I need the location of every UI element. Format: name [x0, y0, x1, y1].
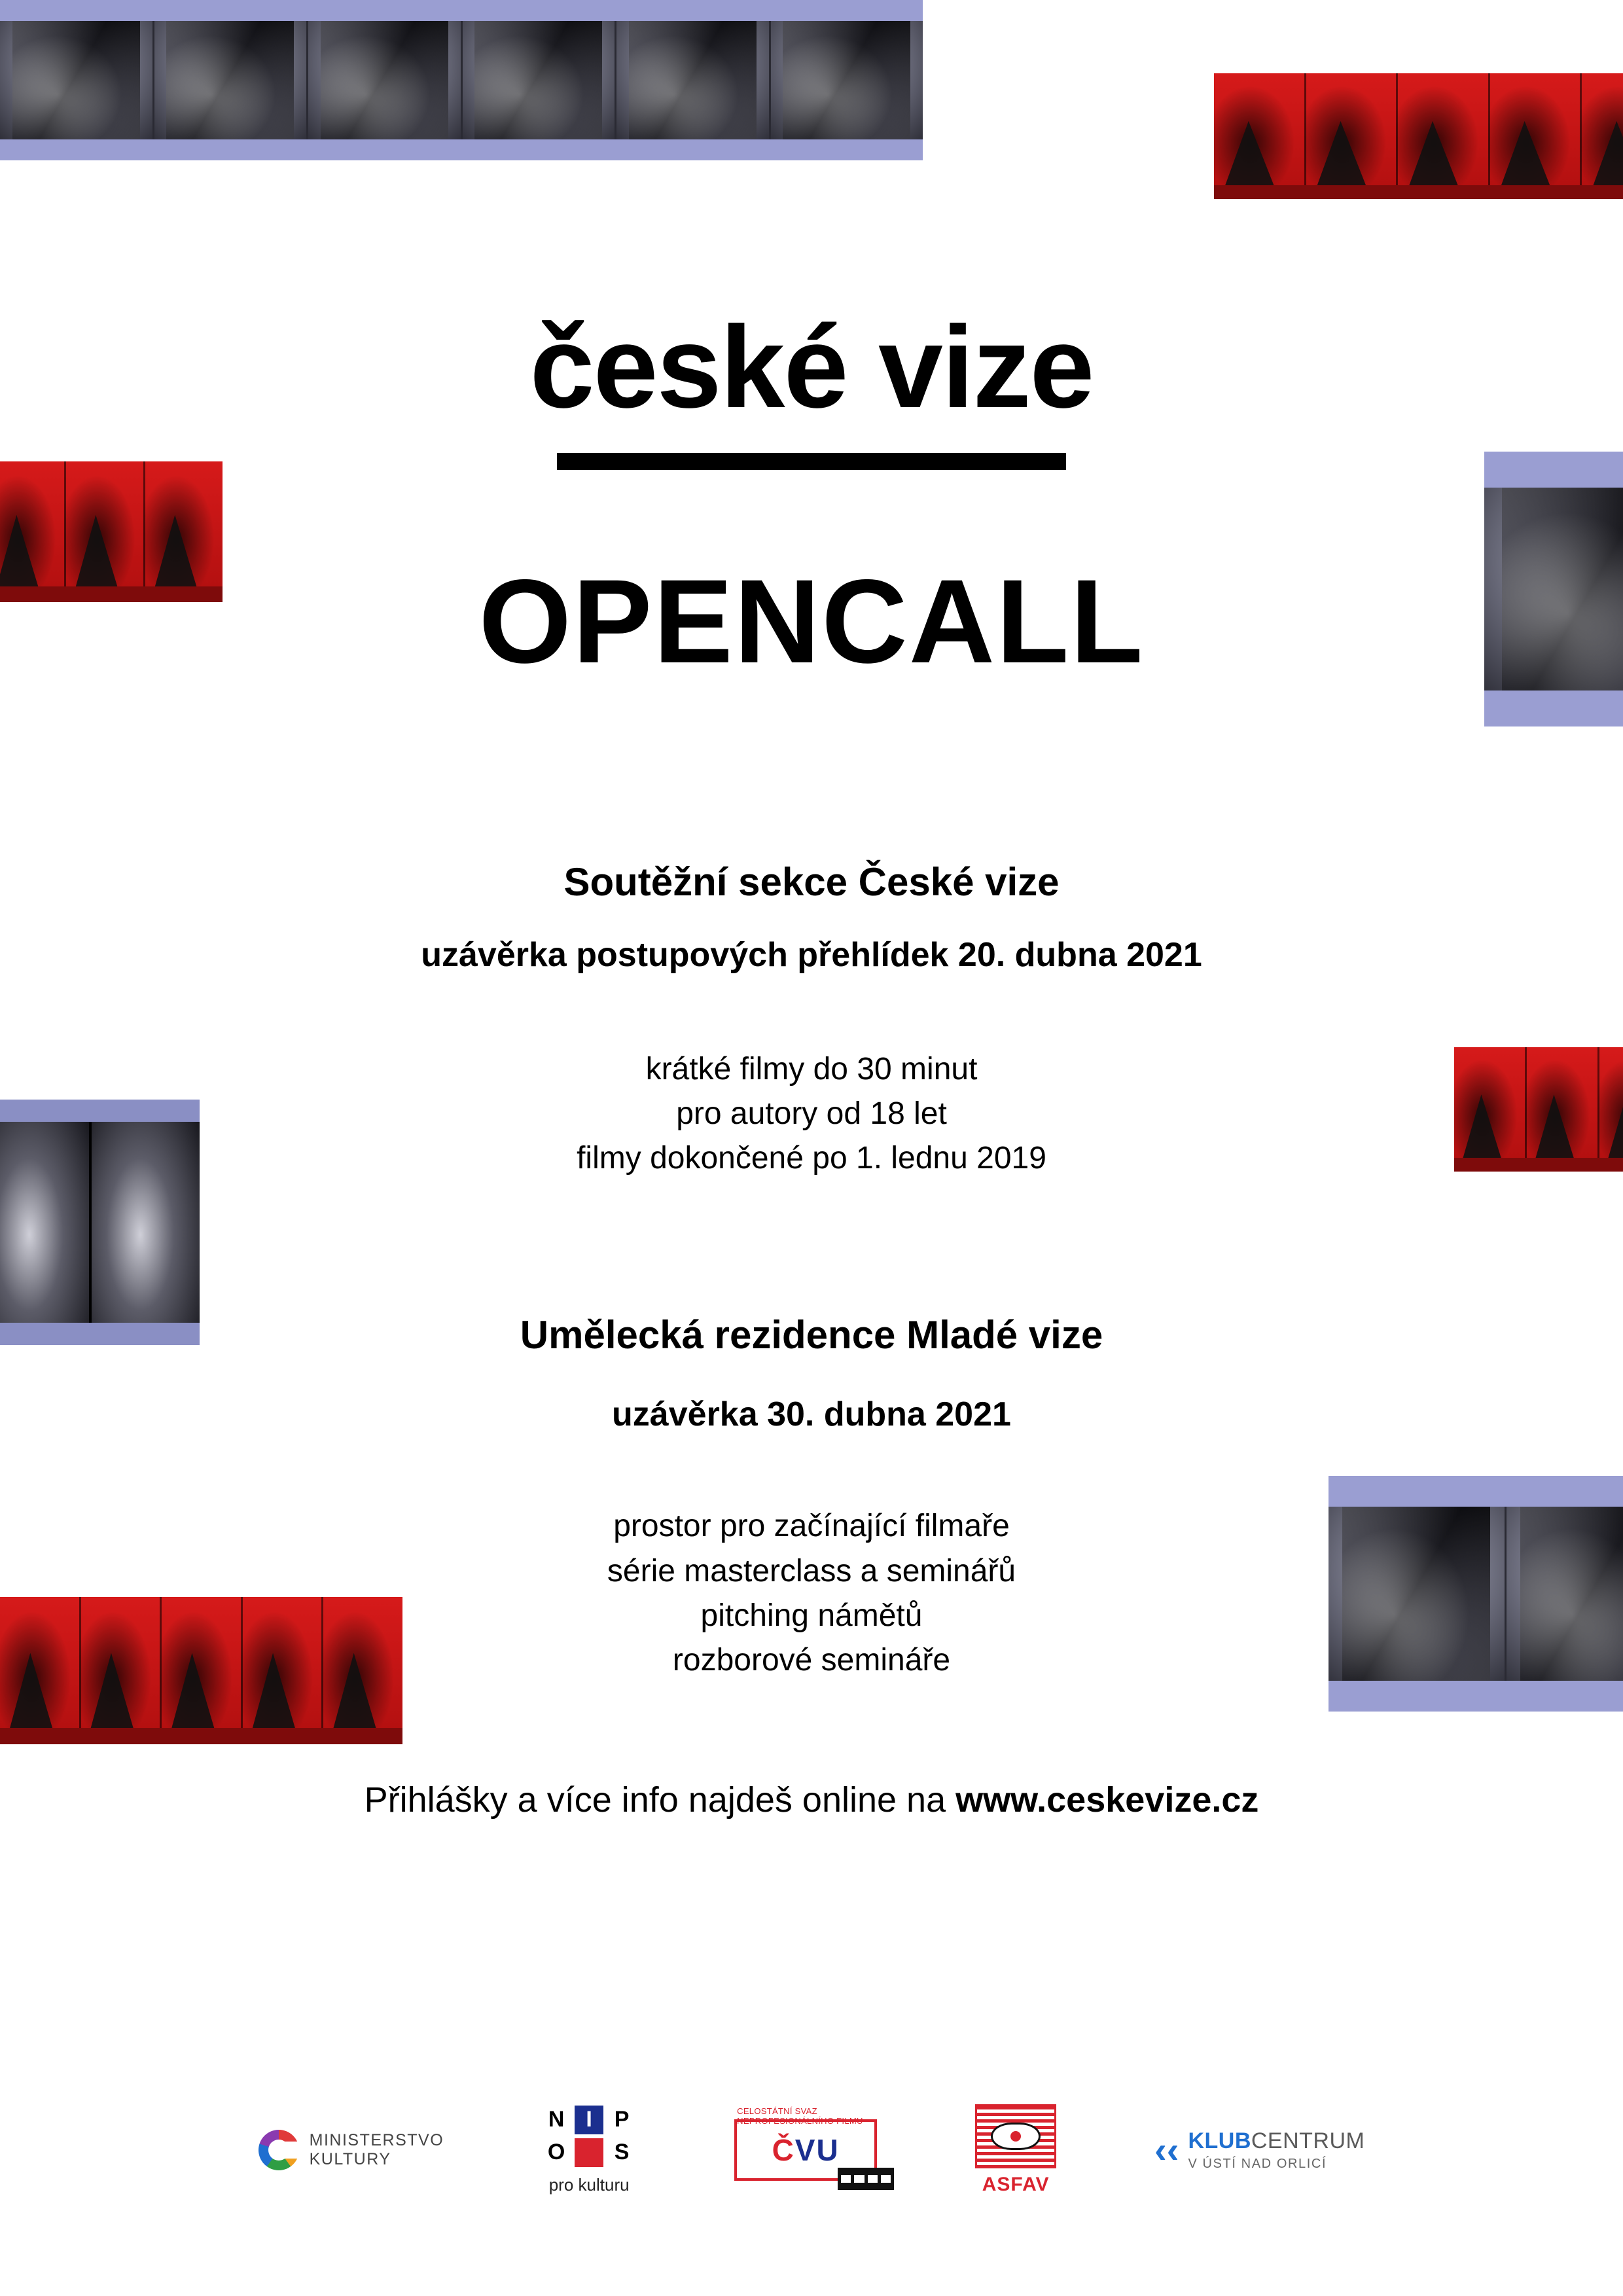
chevron-icon: ‹‹ [1154, 2129, 1179, 2170]
logo-asfav [975, 2104, 1056, 2196]
filmstrip-bar [0, 1323, 200, 1345]
logo-ministerstvo-kultury [259, 2130, 444, 2170]
competition-detail-line: filmy dokončené po 1. lednu 2019 [577, 1141, 1046, 1176]
footer-note-text: Přihlášky a více info najdeš online na [364, 1780, 956, 1820]
filmstrip-bar [0, 0, 923, 21]
ministry-line-1: MINISTERSTVO [309, 2131, 444, 2149]
ministry-logo-text [310, 2131, 444, 2169]
poster-opencall-heading: OPENCALL [478, 554, 1145, 688]
logo-nipos [542, 2106, 636, 2195]
sponsor-logos [0, 2088, 1623, 2212]
filmstrip-bar [1484, 691, 1623, 726]
film-icon [838, 2168, 894, 2190]
competition-detail-line: pro autory od 18 let [676, 1096, 947, 1132]
competition-details [0, 1047, 1623, 1181]
website-url[interactable]: www.ceskevize.cz [955, 1780, 1259, 1820]
klubcentrum-logo-text [1188, 2128, 1364, 2172]
film-perf [881, 2175, 891, 2183]
nipos-cell-o: O [547, 2140, 565, 2164]
cvu-tagline: CELOSTÁTNÍ SVAZ NEPROFESIONÁLNÍHO FILMU [737, 2106, 863, 2126]
footer-note [0, 1780, 1623, 1820]
nipos-cell-s: S [614, 2140, 630, 2164]
poster-title-block [0, 302, 1623, 470]
filmstrip-bar [1329, 1681, 1623, 1712]
filmstrip-bar [0, 139, 923, 160]
logo-klubcentrum [1154, 2128, 1364, 2172]
klubcentrum-name [1188, 2128, 1364, 2154]
poster-title: české vize [529, 302, 1094, 432]
residence-detail-line: série masterclass a seminářů [607, 1553, 1016, 1588]
nipos-cell-p: P [614, 2107, 630, 2132]
film-perf [854, 2175, 864, 2183]
title-underline-rule [557, 453, 1066, 470]
klubcentrum-location: V ÚSTÍ NAD ORLICÍ [1188, 2157, 1327, 2171]
film-perf [868, 2175, 878, 2183]
residence-deadline: uzávěrka 30. dubna 2021 [612, 1395, 1011, 1434]
cvu-letters-rest: VU [794, 2133, 840, 2167]
cvu-letter-c: Č [772, 2133, 795, 2167]
nipos-subtitle: pro kulturu [548, 2174, 630, 2195]
competition-heading: Soutěžní sekce České vize [563, 860, 1060, 904]
competition-detail-line: krátké filmy do 30 minut [645, 1052, 978, 1086]
section-competition [0, 857, 1623, 1181]
filmstrip-bar [1329, 1476, 1623, 1507]
klubcentrum-bold: KLUB [1188, 2128, 1251, 2153]
nipos-cell-block [575, 2138, 603, 2167]
filmstrip-bar [0, 1100, 200, 1122]
residence-detail-line: prostor pro začínající filmaře [613, 1509, 1010, 1544]
asfav-label: ASFAV [982, 2174, 1050, 2195]
nipos-mark [542, 2106, 636, 2167]
asfav-mark [975, 2104, 1056, 2168]
ministry-line-2: KULTURY [309, 2150, 391, 2168]
ministry-icon [259, 2130, 299, 2170]
nipos-cell-i: I [575, 2106, 603, 2134]
filmstrip-bar [1484, 452, 1623, 488]
competition-deadline: uzávěrka postupových přehlídek 20. dubna 2021 [421, 936, 1202, 974]
cvu-letters [772, 2132, 840, 2168]
residence-detail-line: rozborové semináře [672, 1642, 951, 1677]
logo-cvu [734, 2106, 877, 2181]
eye-icon [991, 2123, 1041, 2150]
residence-detail-line: pitching námětů [700, 1598, 923, 1633]
film-perf [841, 2175, 851, 2183]
nipos-cell-n: N [548, 2107, 565, 2132]
klubcentrum-thin: CENTRUM [1251, 2128, 1365, 2153]
residence-details [0, 1504, 1623, 1683]
residence-heading: Umělecká rezidence Mladé vize [520, 1313, 1103, 1357]
